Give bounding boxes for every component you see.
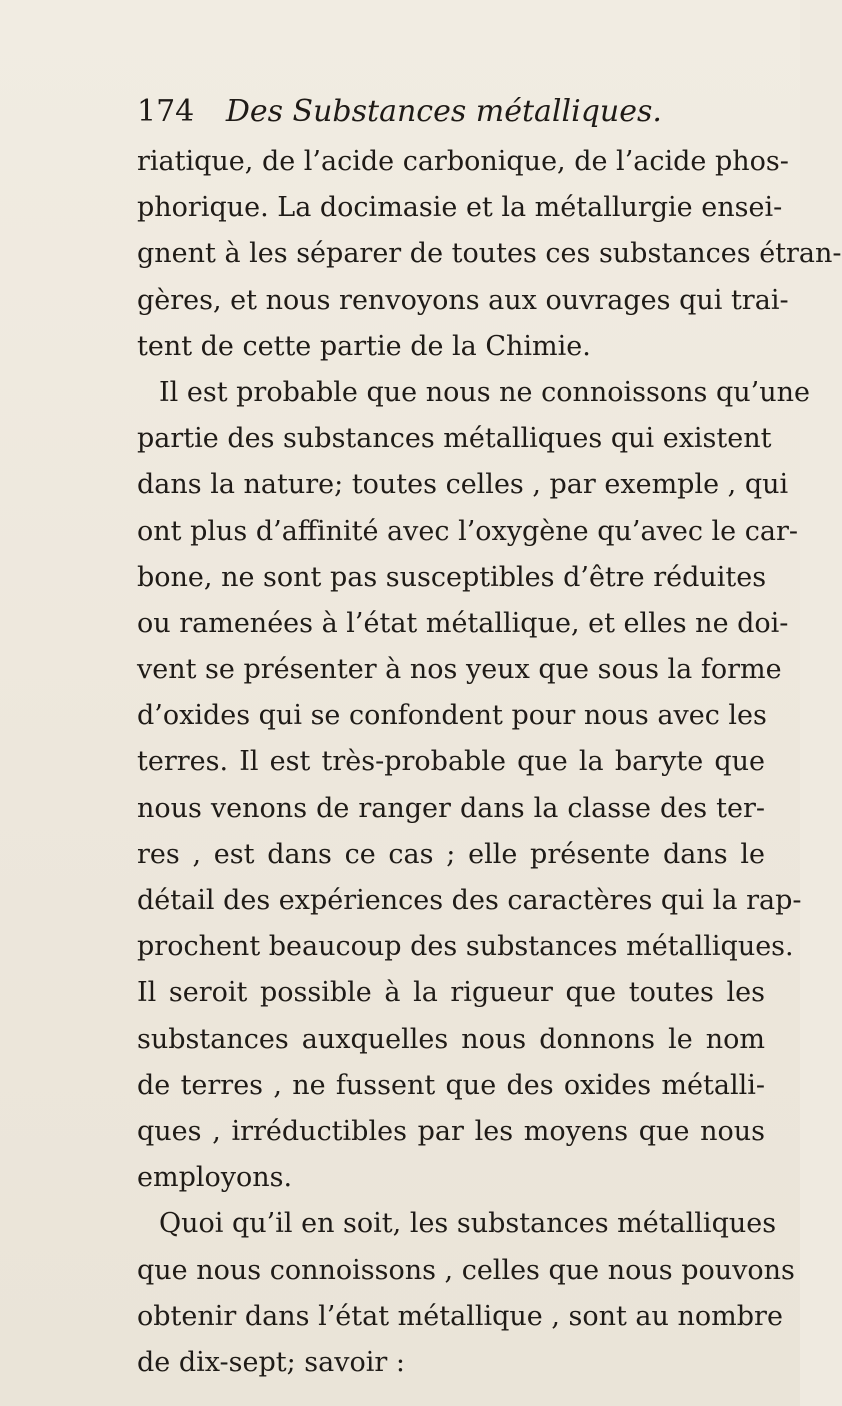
text-line: prochent beaucoup des substances métalliques. [137,931,794,963]
text-line: que nous connoissons , celles que nous pouvons [137,1254,795,1286]
text-line: substances auxquelles nous donnons le nom [137,1023,765,1055]
text-line: gères, et nous renvoyons aux ouvrages qui trai- [137,284,789,316]
text-line: partie des substances métalliques qui existent [137,423,772,455]
text-line: employons. [137,1162,293,1194]
text-line: res , est dans ce cas ; elle présente dans le [137,838,765,870]
text-line: ont plus d’affinité avec l’oxygène qu’avec le car- [137,515,798,547]
text-line: dans la nature; toutes celles , par exemple , qui [137,469,789,501]
text-line: de dix-sept; savoir : [137,1346,405,1378]
text-line: ques , irréductibles par les moyens que nous [137,1115,765,1147]
text-line: obtenir dans l’état métallique , sont au nombre [137,1300,783,1332]
page-title: Des Substances métalliques. [225,94,662,129]
text-line: tent de cette partie de la Chimie. [137,330,591,362]
text-line: terres. Il est très-probable que la baryte que [137,746,765,778]
text-line: phorique. La docimasie et la métallurgie ensei- [137,192,783,224]
text-line: bone, ne sont pas susceptibles d’être réduites [137,561,767,593]
text-line: détail des expériences des caractères qui la rap- [137,885,802,916]
text-line: d’oxides qui se confondent pour nous avec les [137,700,767,732]
text-line: de terres , ne fussent que des oxides métalli- [137,1069,765,1101]
text-line: riatique, de l’acide carbonique, de l’acide phos- [137,146,789,177]
text-line: Il est probable que nous ne connoissons qu’une [159,376,810,408]
body-text [137,139,842,1386]
page-number: 174 [137,94,195,129]
text-line: nous venons de ranger dans la classe des ter- [137,792,765,824]
text-line: vent se présenter à nos yeux que sous la forme [137,654,782,686]
running-head [137,92,697,132]
text-line: gnent à les séparer de toutes ces substances étran- [137,238,842,270]
text-line: ou ramenées à l’état métallique, et elles ne doi- [137,607,789,639]
text-line: Il seroit possible à la rigueur que toutes les [137,977,765,1009]
text-line: Quoi qu’il en soit, les substances métalliques [159,1208,777,1240]
